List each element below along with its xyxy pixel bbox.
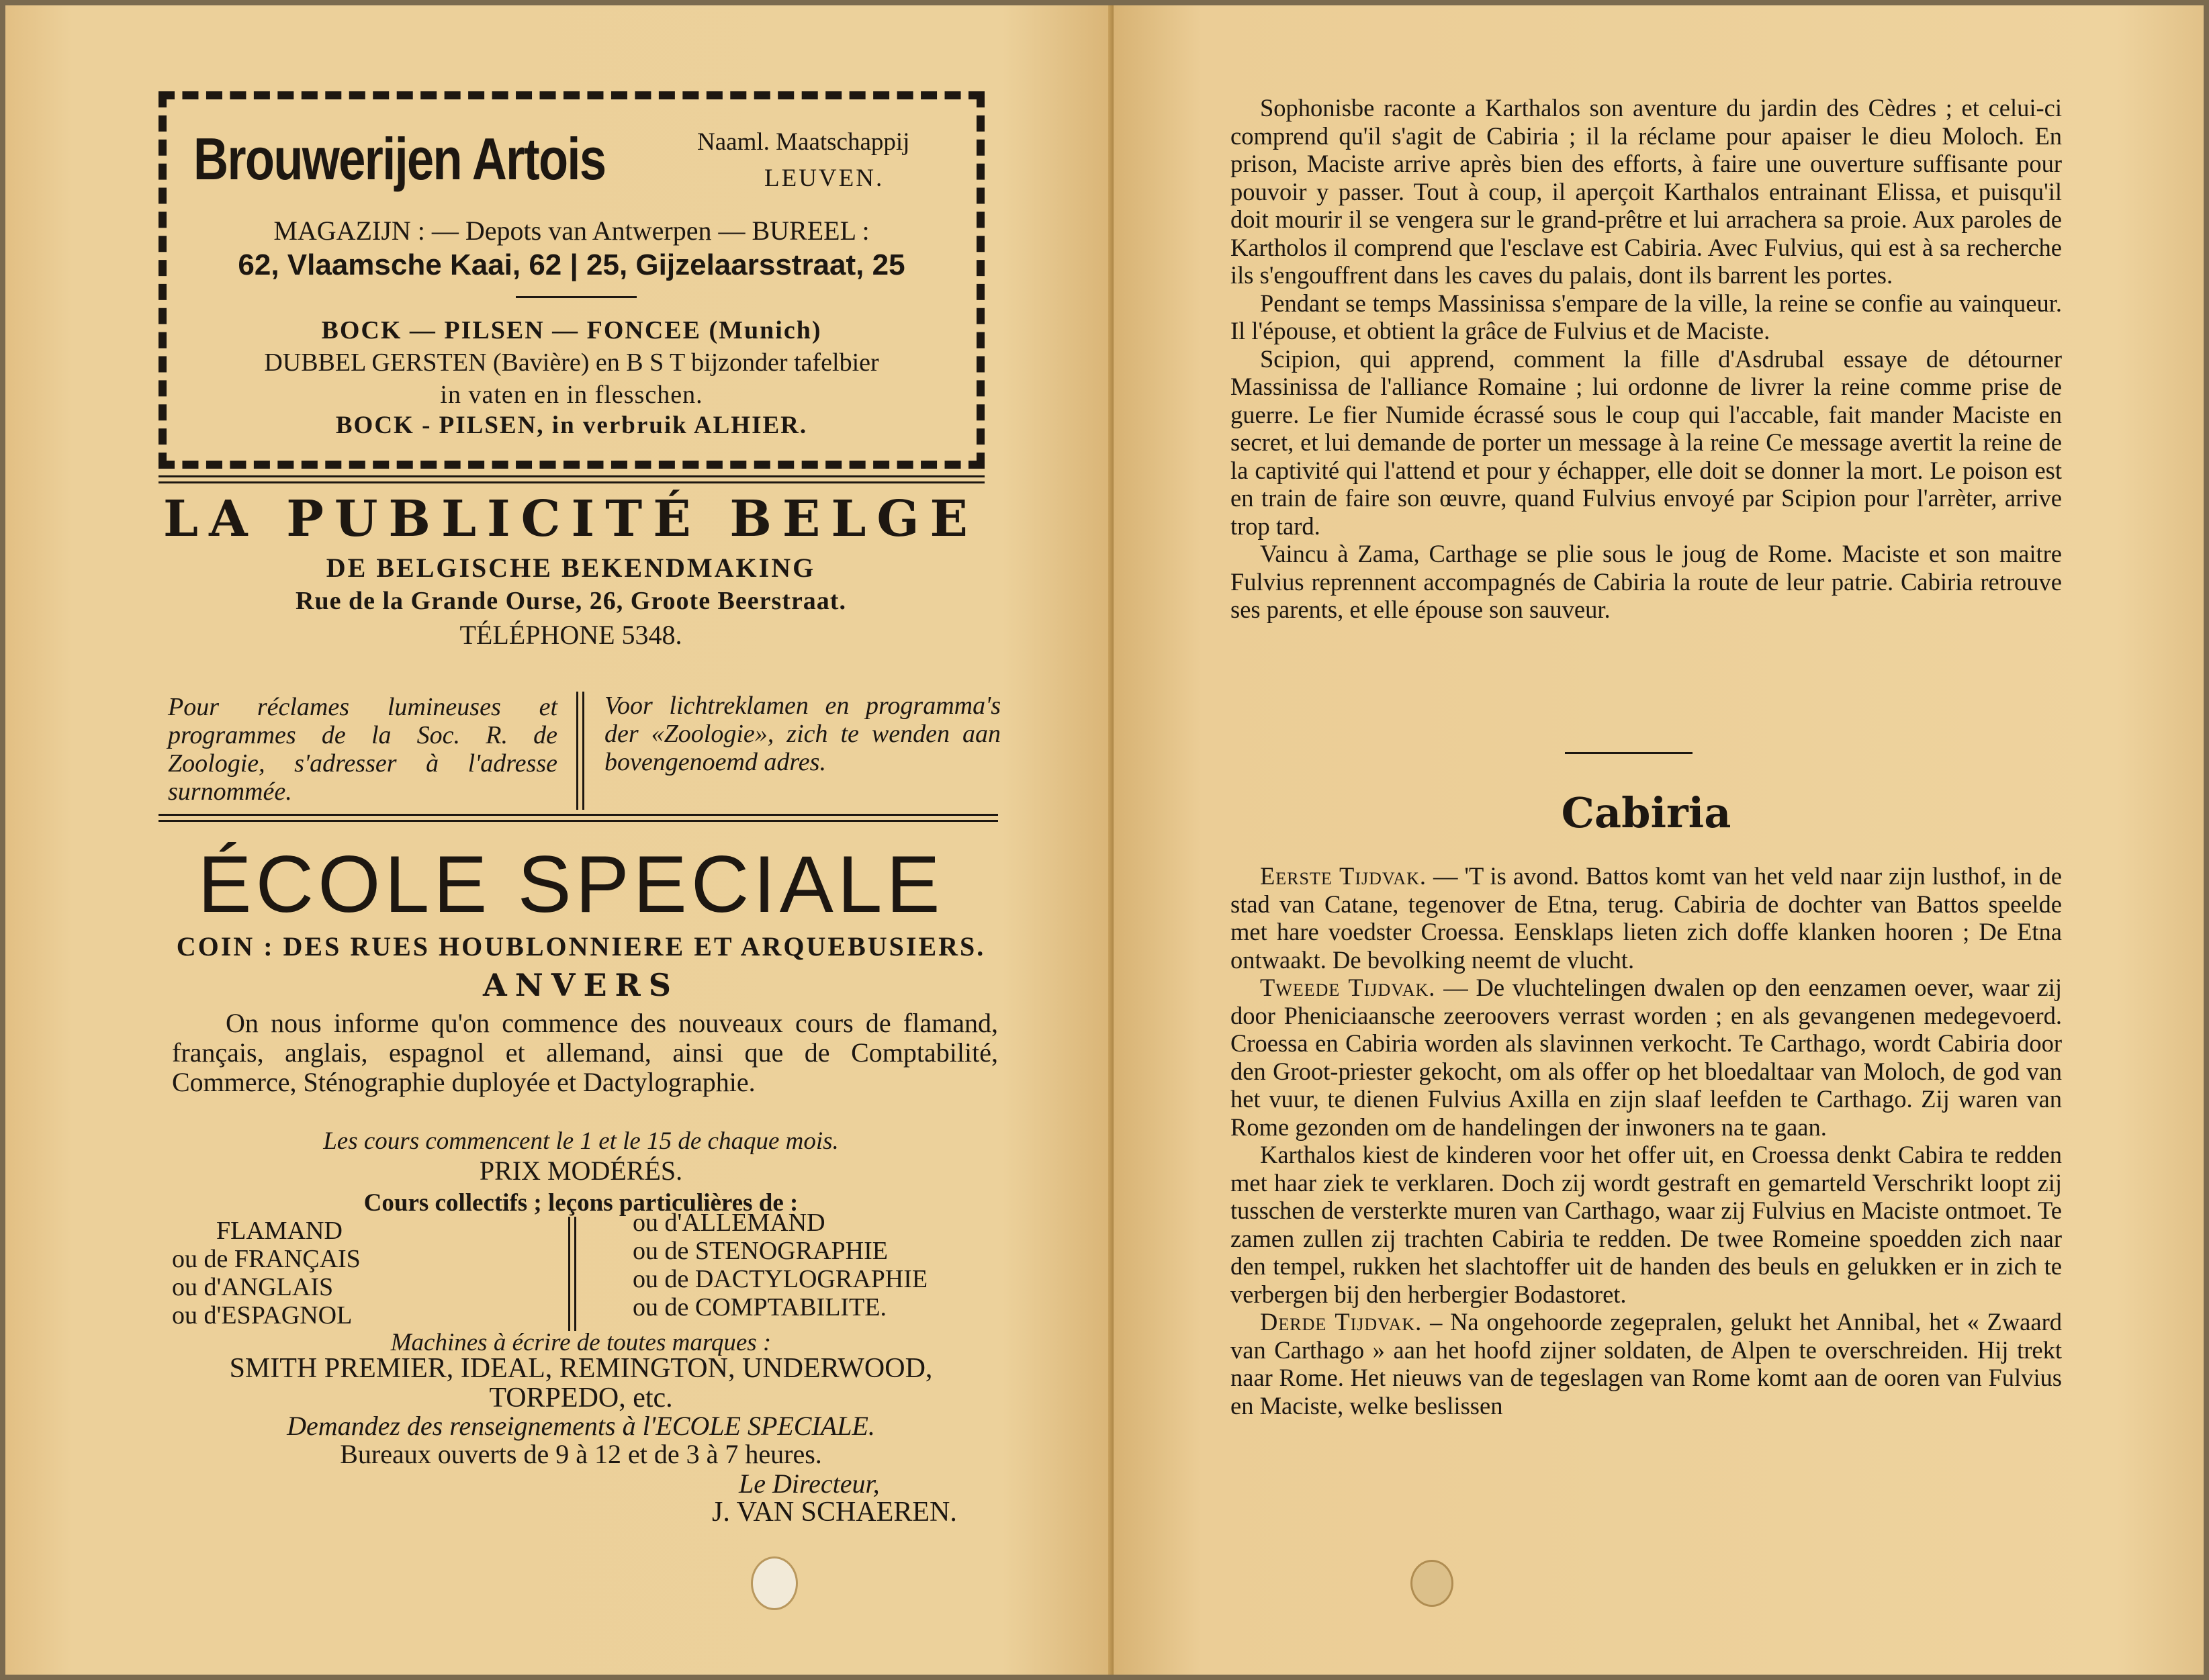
ecole-prices: PRIX MODÉRÉS. [479, 1156, 683, 1186]
brewery-advertisement [159, 91, 985, 469]
director-name: J. VAN SCHAEREN. [712, 1497, 957, 1528]
list-item: ou de COMPTABILITE. [633, 1293, 887, 1321]
ecole-city: ANVERS [483, 967, 679, 1003]
paragraph [1230, 974, 2062, 1141]
list-item: ou de DACTYLOGRAPHIE [633, 1265, 928, 1293]
period-text: — De vluchtelingen dwalen op den eenzamen oever, waar zij door Pheniciaansche zeeroovers verrast worden ; en als gevangenen medegevoerd. Croessa en Cabiria worden als slavinnen verkocht. Te Carthago, wordt Cabiria door den Groot-priester gekocht, om als offer op het bloedaltaar van Moloch, de god van het vuur, te dienen Fulvius Axilla en zijn slaaf leefden te Carthago. Zij waren van Rome gezonden om de handelingen der inwoners na te gaan. [1230, 974, 2062, 1141]
punch-hole [751, 1556, 798, 1610]
period-label: Eerste Tijdvak. [1260, 862, 1427, 890]
ecole-location: COIN : DES RUES HOUBLONNIERE ET ARQUEBUSIERS. [176, 931, 986, 962]
ecole-inquiry: Demandez des renseignements à l'ECOLE SPECIALE. [287, 1411, 875, 1441]
synopsis-dutch [1230, 862, 2062, 1419]
double-rule-middle [159, 814, 998, 822]
ecole-title: ÉCOLE SPECIALE [197, 839, 944, 929]
magazijn-line: MAGAZIJN : — Depots van Antwerpen — BUREEL : [273, 216, 870, 246]
verbruik-line: BOCK - PILSEN, in verbruik ALHIER. [335, 412, 808, 439]
double-rule-top [159, 475, 985, 483]
ecole-brands: SMITH PREMIER, IDEAL, REMINGTON, UNDERWOOD, TORPEDO, etc. [229, 1353, 933, 1413]
dubbel-gersten-line: DUBBEL GERSTEN (Bavière) en B S T bijzonder tafelbier [264, 348, 879, 377]
period-label: Tweede Tijdvak. [1260, 974, 1436, 1001]
paragraph [1230, 1308, 2062, 1419]
list-item: ou de STENOGRAPHIE [633, 1237, 888, 1265]
language-list-right [633, 1209, 1009, 1321]
paragraph: Scipion, qui apprend, comment la fille d'Asdrubal essaye de détourner Massinissa de l'alliance Romaine ; lui ordonne de livrer la reine comme prise de guerre. Le fier Numide écrassé sous le coup qui l'accable, fait mander Maciste en secret, et lui demande de porter un message à la reine Ce message avertit la reine de la captivité qui l'attend et pour y échapper, elle doit se donner la mort. Le poison est en train de faire son œuvre, quand Fulvius envoyé par Scipion pour l'arrèter, arrive trop tard. [1230, 344, 2062, 540]
publicite-address: Rue de la Grande Ourse, 26, Groote Beerstraat. [296, 587, 846, 615]
ecole-course-dates: Les cours commencent le 1 et le 15 de chaque mois. [323, 1127, 839, 1155]
punch-hole [1410, 1560, 1453, 1607]
director-title: Le Directeur, [739, 1468, 880, 1499]
list-item: ou de FRANÇAIS [172, 1245, 361, 1273]
list-item: ou d'ALLEMAND [633, 1209, 825, 1237]
ecole-machines: Machines à écrire de toutes marques : [390, 1329, 772, 1356]
publicite-text-nl: Voor lichtreklamen en programma's der «Zoologie», zich te wenden aan bovengenoemd adres. [604, 692, 1001, 776]
period-text: — 'T is avond. Battos komt van het veld naar zijn lusthof, in de stad van Catane, tegenover de Etna, terug. Cabiria de dochter van Battos speelde met hare voedster Croessa. Eensklaps lieten zich doffe klanken hooren ; De Etna ontwaakt. De bevolking neemt de vlucht. [1230, 862, 2062, 974]
paragraph [1230, 862, 2062, 974]
period-text: – Na ongehoorde zegepralen, gelukt het Annibal, het « Zwaard van Carthago » aan het hoofd zijner soldaten, de Alpen te overschreiden. Hij trekt naar Rome. Het nieuws van de tegeslagen van Rome komt aan de ooren van Fulvius en Maciste, welke beslissen [1230, 1308, 2062, 1419]
brewery-rule [516, 296, 637, 298]
paragraph [1230, 1141, 2062, 1308]
brewery-city: LEUVEN. [764, 165, 885, 192]
publicite-subtitle: DE BELGISCHE BEKENDMAKING [326, 553, 816, 583]
paragraph: Pendant se temps Massinissa s'empare de la ville, la reine se confie au vainqueur. Il l'épouse, et obtient la grâce de Fulvius et de Maciste. [1230, 289, 2062, 344]
section-rule [1565, 752, 1693, 754]
beer-types: BOCK — PILSEN — FONCEE (Munich) [321, 316, 822, 344]
publicite-title: LA PUBLICITÉ BELGE [163, 490, 979, 548]
publicite-text-fr: Pour réclames lumineuses et programmes de la Soc. R. de Zoologie, s'adresser à l'adresse surnommée. [168, 693, 557, 806]
section-title: Cabiria [1561, 788, 1731, 837]
company-type: Naaml. Maatschappij [697, 128, 910, 156]
list-item: ou d'ANGLAIS [172, 1273, 334, 1301]
vaten-line: in vaten en in flesschen. [440, 381, 703, 409]
language-list-left [172, 1217, 548, 1329]
ecole-hours: Bureaux ouverts de 9 à 12 et de 3 à 7 heures. [340, 1439, 822, 1469]
period-text: Karthalos kiest de kinderen voor het offer uit, en Croessa denkt Cabira te redden met haar ziek te verklaren. Doch zij wordt gestraft en gemarteld Verschrikt loopt zij tusschen de versterkte muren van Carthago, waar zij Fulvius en Maciste ontmoet. Te zamen zullen zij trachten Cabiria te redden. De twee Romeine spoedden zich naar den tempel, rukken het slachtoffer uit de handen des beuls en gelukken er in zich te verbergen bij den herbergier Bodastoret. [1230, 1141, 2062, 1308]
paragraph: Vaincu à Zama, Carthage se plie sous le joug de Rome. Maciste et son maitre Fulvius reprennent accompagnés de Cabiria la route de leur patrie. Cabiria retrouve ses parents, et elle épouse son sauveur. [1230, 540, 2062, 623]
publicite-telephone: TÉLÉPHONE 5348. [459, 620, 682, 650]
paragraph: Sophonisbe raconte a Karthalos son aventure du jardin des Cèdres ; et celui-ci comprend qu'il s'agit de Cabiria ; il la réclame pour apaiser le dieu Moloch. En prison, Maciste arrive après bien des efforts, à faire une ouverture suffisante pour pouvoir y passer. Tout à coup, il aperçoit Karthalos entrainant Elissa, et puisqu'il doit mourir il se vengera sur le grand-prêtre et lui arrachera sa proie. Aux paroles de Kartholos il comprend que l'esclave est Cabiria. Avec Fulvius, qui est à sa recherche ils s'engouffrent dans les caves du palais, dont ils barrent les portes. [1230, 94, 2062, 289]
period-label: Derde Tijdvak. [1260, 1308, 1423, 1336]
brewery-name: Brouwerijen Artois [193, 126, 606, 192]
column-separator [568, 1217, 576, 1331]
synopsis-french [1230, 94, 2062, 624]
list-item: FLAMAND [216, 1217, 343, 1245]
column-separator [576, 692, 584, 810]
ecole-body: On nous informe qu'on commence des nouveaux cours de flamand, français, anglais, espagnol et allemand, ainsi que de Comptabilité, Commerce, Sténographie duployée et Dactylographie. [172, 1008, 998, 1097]
ecole-lessons-heading: Cours collectifs ; leçons particulières de : [363, 1189, 799, 1217]
brewery-address: 62, Vlaamsche Kaai, 62 | 25, Gijzelaarsstraat, 25 [238, 248, 905, 281]
list-item: ou d'ESPAGNOL [172, 1301, 353, 1329]
